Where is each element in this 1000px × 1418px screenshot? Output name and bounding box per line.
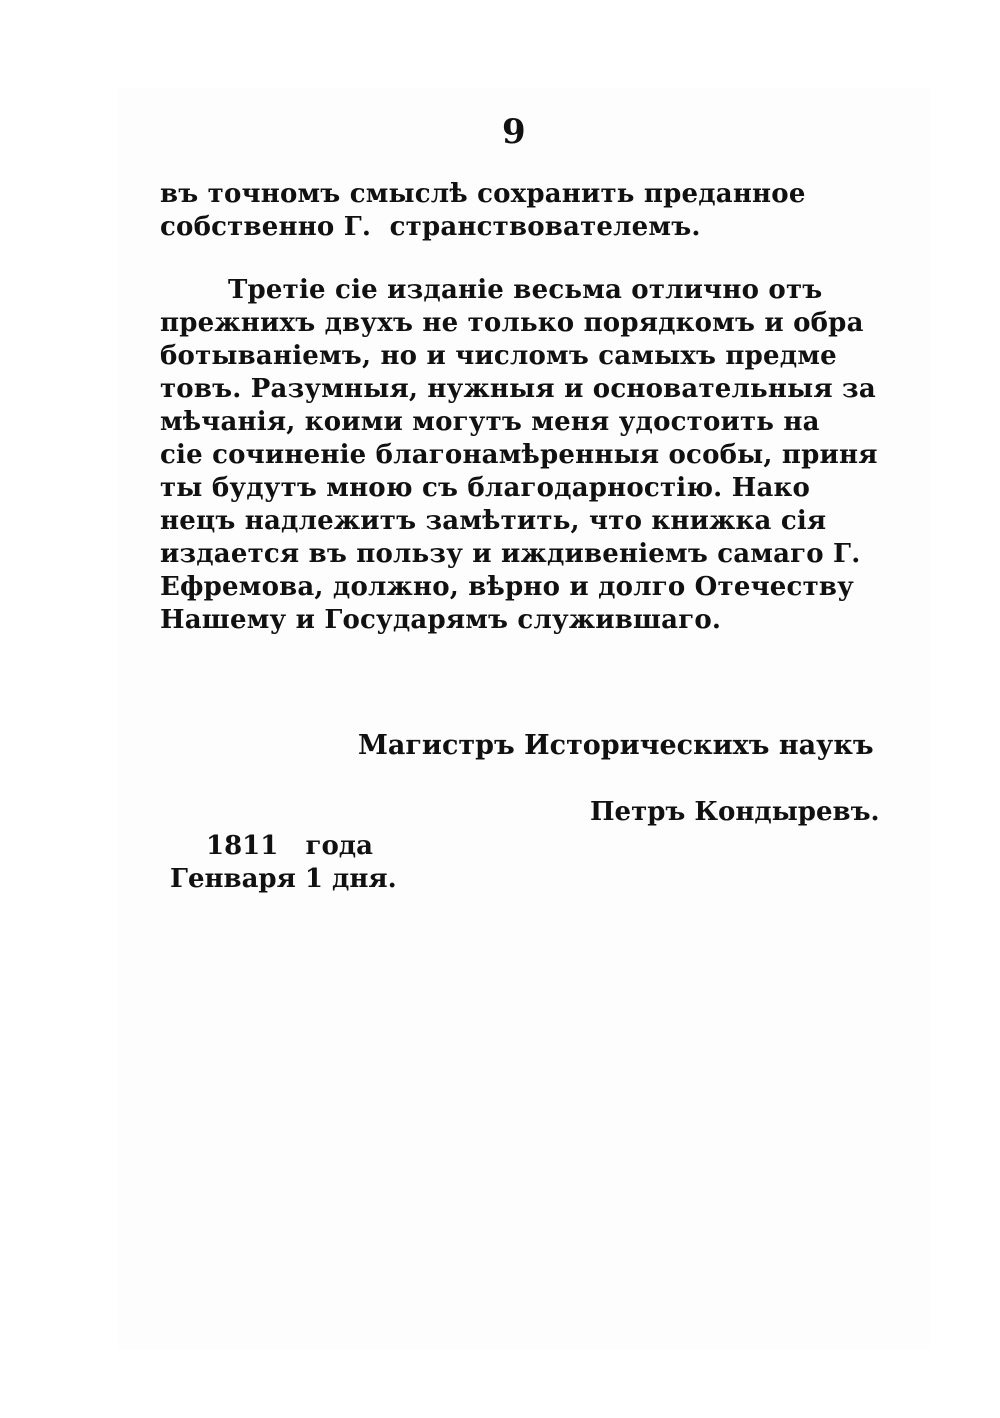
text-line: ботываніемъ, но и числомъ самыхъ предме xyxy=(160,341,837,371)
text-line: Ефремова, должно, вѣрно и долго Отечеству xyxy=(160,572,855,602)
text-line: товъ. Разумныя, нужныя и основательныя за xyxy=(160,374,876,404)
signature-name: Петръ Кондыревъ. xyxy=(590,797,880,827)
text-line: прежнихъ двухъ не только порядкомъ и обра xyxy=(160,308,864,338)
text-line: Нашему и Государямъ служившаго. xyxy=(160,605,722,635)
book-page xyxy=(118,88,930,1350)
text-line: сіе сочиненіе благонамѣренныя особы, приня xyxy=(160,440,878,470)
text-line: въ точномъ смыслѣ сохранить преданное xyxy=(160,179,806,209)
date-day: Генваря 1 дня. xyxy=(170,864,397,894)
text-line: Третіе сіе изданіе весьма отлично отъ xyxy=(228,275,823,305)
text-line: нецъ надлежитъ замѣтить, что книжка сія xyxy=(160,506,827,536)
text-line: мѣчанія, коими могутъ меня удостоить на xyxy=(160,407,820,437)
page-number: 9 xyxy=(502,112,526,152)
date-year: 1811 года xyxy=(206,831,373,861)
text-line: собственно Г. странствователемъ. xyxy=(160,212,701,242)
text-line: ты будутъ мною съ благодарностію. Нако xyxy=(160,473,811,503)
signature-title: Магистръ Историческихъ наукъ xyxy=(358,730,874,761)
text-line: издается въ пользу и иждивеніемъ самаго Г. xyxy=(160,539,861,569)
